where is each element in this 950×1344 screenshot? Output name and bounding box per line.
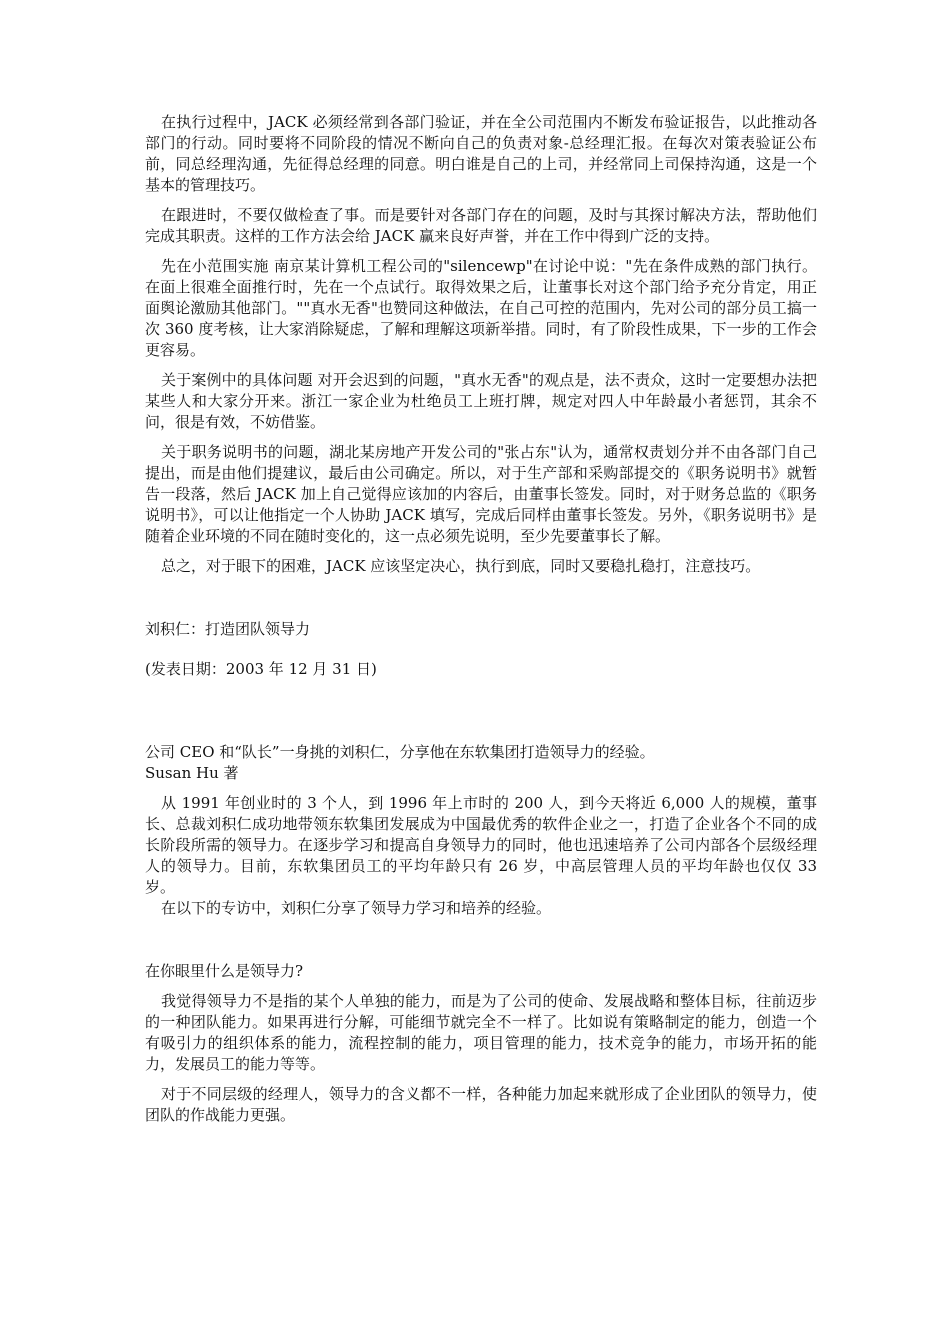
- article-title: 刘积仁：打造团队领导力: [145, 620, 311, 638]
- paragraph-execution: 在执行过程中，JACK 必须经常到各部门验证，并在全公司范围内不断发布验证报告，以此推动各部门的行动。同时要将不同阶段的情况不断向自己的负责对象-总经理汇报。在每次对策表验证公布前，同总经理沟通，先征得总经理的同意。明白谁是自己的上司，并经常同上司保持沟通，这是一个基本的管理技巧。: [145, 113, 817, 194]
- article-author: Susan Hu 著: [145, 764, 239, 782]
- paragraph-intro-interview: 在以下的专访中，刘积仁分享了领导力学习和培养的经验。: [161, 899, 552, 917]
- article-date: (发表日期：2003 年 12 月 31 日): [145, 660, 377, 678]
- paragraph-answer-levels: 对于不同层级的经理人，领导力的含义都不一样，各种能力加起来就形成了企业团队的领导力，使团队的作战能力更强。: [145, 1085, 817, 1124]
- article-subtitle: 公司 CEO 和“队长”一身挑的刘积仁，分享他在东软集团打造领导力的经验。: [145, 743, 655, 761]
- paragraph-follow-up: 在跟进时，不要仅做检查了事。而是要针对各部门存在的问题，及时与其探讨解决方法，帮助他们完成其职责。这样的工作方法会给 JACK 赢来良好声誉，并在工作中得到广泛的支持。: [145, 206, 817, 245]
- paragraph-job-description: 关于职务说明书的问题，湖北某房地产开发公司的"张占东"认为，通常权责划分并不由各部门自己提出，而是由他们提建议，最后由公司确定。所以，对于生产部和采购部提交的《职务说明书》就暂告一段落，然后 JACK 加上自己觉得应该加的内容后，由董事长签发。同时，对于财务总监的《职务说明书》，可以让他指定一个人协助 JACK 填写，完成后同样由董事长签发。另外，《职务说明书》是随着企业环境的不同在随时变化的，这一点必须先说明，至少先要董事长了解。: [145, 443, 817, 545]
- paragraph-intro: 从 1991 年创业时的 3 个人，到 1996 年上市时的 200 人，到今天将近 6,000 人的规模，董事长、总裁刘积仁成功地带领东软集团发展成为中国最优秀的软件企业之一，打造了企业各个不同的成长阶段所需的领导力。在逐步学习和提高自身领导力的同时，他也迅速培养了公司内部各个层级经理人的领导力。目前，东软集团员工的平均年龄只有 26 岁，中高层管理人员的平均年龄也仅仅 33 岁。: [145, 794, 817, 896]
- paragraph-lateness: 关于案例中的具体问题 对开会迟到的问题，"真水无香"的观点是，法不责众，这时一定要想办法把某些人和大家分开来。浙江一家企业为杜绝员工上班打牌，规定对四人中年龄最小者惩罚，其余不问，很是有效，不妨借鉴。: [145, 371, 817, 431]
- paragraph-answer-definition: 我觉得领导力不是指的某个人单独的能力，而是为了公司的使命、发展战略和整体目标，往前迈步的一种团队能力。如果再进行分解，可能细节就完全不一样了。比如说有策略制定的能力，创造一个有吸引力的组织体系的能力，流程控制的能力，项目管理的能力，技术竞争的能力，市场开拓的能力，发展员工的能力等等。: [145, 992, 817, 1073]
- document-page: [145, 112, 817, 1126]
- paragraph-conclusion: 总之，对于眼下的困难，JACK 应该坚定决心，执行到底，同时又要稳扎稳打，注意技巧。: [161, 557, 761, 575]
- question-heading: 在你眼里什么是领导力?: [145, 962, 304, 980]
- paragraph-small-scope: 先在小范围实施 南京某计算机工程公司的"silencewp"在讨论中说："先在条件成熟的部门执行。在面上很难全面推行时，先在一个点试行。取得效果之后，让董事长对这个部门给予充分肯定，用正面舆论激励其他部门。""真水无香"也赞同这种做法，在自己可控的范围内，先对公司的部分员工搞一次 360 度考核，让大家消除疑虑，了解和理解这项新举措。同时，有了阶段性成果，下一步的工作会更容易。: [145, 257, 817, 359]
